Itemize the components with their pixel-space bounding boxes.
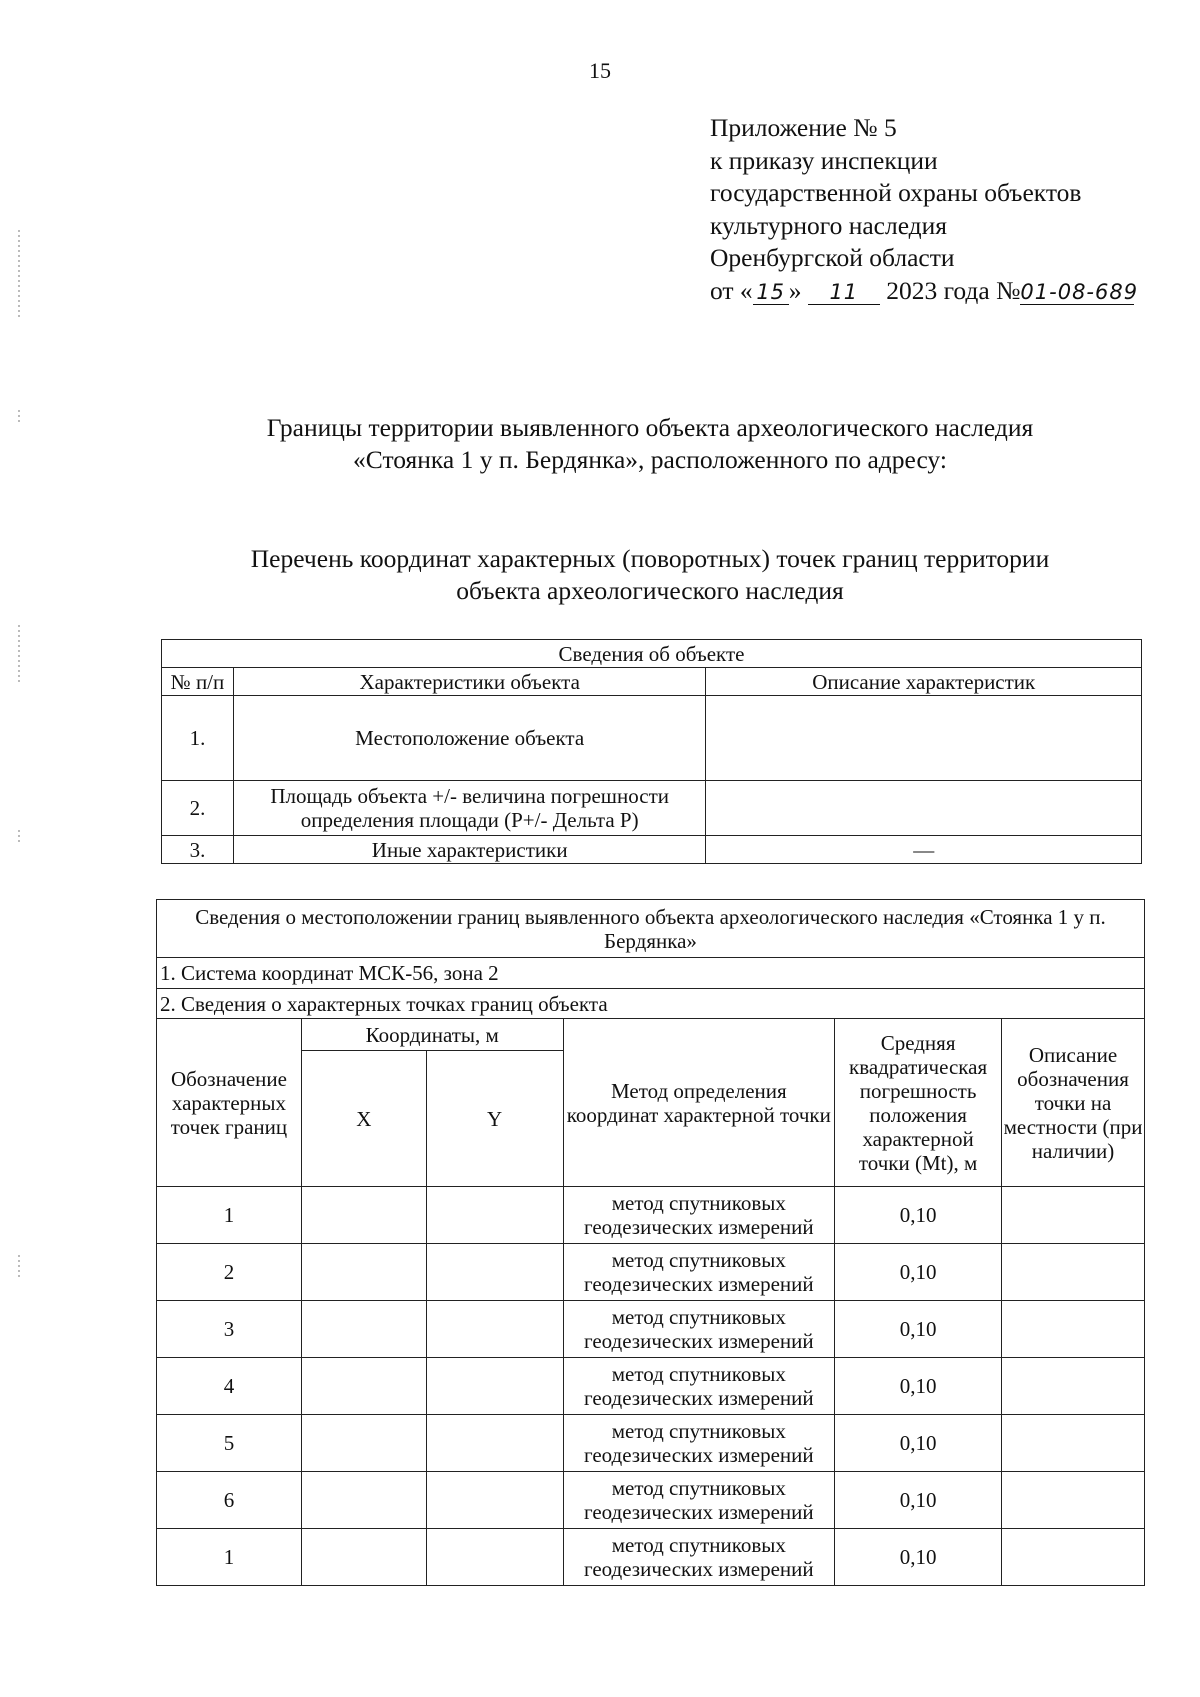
col-header-y: Y: [426, 1051, 563, 1187]
col-header-num: № п/п: [162, 668, 234, 696]
col-header-method: Метод определения координат характерной точки: [563, 1019, 835, 1187]
coordinate-system-row: 1. Система координат МСК-56, зона 2: [157, 958, 1145, 989]
point-label: 1: [157, 1529, 302, 1586]
col-header-point-description: Описание обозначения точки на местности (при наличии): [1002, 1019, 1145, 1187]
date-year: 2023 года №: [886, 275, 1021, 305]
document-subtitle: [0, 543, 1200, 607]
handwritten-day: 15: [753, 280, 789, 305]
col-header-x: X: [301, 1051, 426, 1187]
appendix-line: к приказу инспекции: [710, 145, 938, 175]
point-x: [301, 1244, 426, 1301]
table-row: [162, 781, 1142, 836]
date-mid: »: [788, 275, 802, 305]
table-row: [157, 1415, 1145, 1472]
appendix-line: Оренбургской области: [710, 243, 955, 272]
point-method: метод спутниковых геодезических измерений: [563, 1187, 835, 1244]
row-characteristic: Площадь объекта +/- величина погрешности определения площади (P+/- Дельта P): [233, 781, 706, 836]
point-y: [426, 1472, 563, 1529]
point-x: [301, 1529, 426, 1586]
point-method: метод спутниковых геодезических измерений: [563, 1358, 835, 1415]
point-y: [426, 1529, 563, 1586]
point-error: 0,10: [835, 1301, 1002, 1358]
table-row: [157, 1187, 1145, 1244]
scan-edge-mark: [18, 830, 20, 844]
point-label: 1: [157, 1187, 302, 1244]
point-label: 2: [157, 1244, 302, 1301]
row-value: [706, 781, 1142, 836]
point-error: 0,10: [835, 1415, 1002, 1472]
subtitle-line: объекта археологического наследия: [456, 576, 844, 605]
row-value: [706, 696, 1142, 781]
boundary-points-table: [156, 899, 1145, 1586]
scan-edge-mark: [18, 1255, 20, 1280]
point-label: 6: [157, 1472, 302, 1529]
point-description: [1002, 1358, 1145, 1415]
table-row: [162, 696, 1142, 781]
point-y: [426, 1301, 563, 1358]
page-number: 15: [589, 58, 611, 83]
point-description: [1002, 1529, 1145, 1586]
row-characteristic: Местоположение объекта: [233, 696, 706, 781]
table-row: [157, 1472, 1145, 1529]
point-method: метод спутниковых геодезических измерений: [563, 1244, 835, 1301]
table-row: [157, 1301, 1145, 1358]
boundary-table-caption: Сведения о местоположении границ выявленного объекта археологического наследия «Стоянка 1 у п. Бердянка»: [157, 900, 1145, 958]
point-description: [1002, 1472, 1145, 1529]
point-y: [426, 1187, 563, 1244]
row-characteristic: Иные характеристики: [233, 836, 706, 864]
col-header-coordinates: Координаты, м: [301, 1019, 563, 1051]
point-x: [301, 1415, 426, 1472]
point-error: 0,10: [835, 1472, 1002, 1529]
scan-edge-mark: [18, 230, 20, 320]
point-error: 0,10: [835, 1244, 1002, 1301]
subtitle-line: Перечень координат характерных (поворотных) точек границ территории: [250, 544, 1050, 573]
point-method: метод спутниковых геодезических измерений: [563, 1301, 835, 1358]
col-header-error: Средняя квадратическая погрешность положения характерной точки (Mt), м: [835, 1019, 1002, 1187]
point-x: [301, 1187, 426, 1244]
point-description: [1002, 1415, 1145, 1472]
point-label: 4: [157, 1358, 302, 1415]
object-info-table: [161, 639, 1142, 864]
appendix-line: Приложение № 5: [710, 113, 897, 142]
date-prefix: от «: [710, 275, 753, 305]
points-section-row: 2. Сведения о характерных точках границ объекта: [157, 989, 1145, 1019]
point-y: [426, 1358, 563, 1415]
point-x: [301, 1301, 426, 1358]
scan-edge-mark: [18, 625, 20, 685]
appendix-date-line: [710, 275, 1139, 308]
point-description: [1002, 1301, 1145, 1358]
handwritten-order-number: 01-08-689: [1020, 279, 1139, 304]
point-label: 5: [157, 1415, 302, 1472]
point-label: 3: [157, 1301, 302, 1358]
table-row: [157, 1244, 1145, 1301]
point-method: метод спутниковых геодезических измерений: [563, 1415, 835, 1472]
point-error: 0,10: [835, 1187, 1002, 1244]
point-method: метод спутниковых геодезических измерений: [563, 1529, 835, 1586]
point-error: 0,10: [835, 1358, 1002, 1415]
row-num: 2.: [162, 781, 234, 836]
table-row: [157, 1529, 1145, 1586]
point-x: [301, 1472, 426, 1529]
row-value: —: [706, 836, 1142, 864]
point-y: [426, 1244, 563, 1301]
row-num: 3.: [162, 836, 234, 864]
appendix-line: культурного наследия: [710, 210, 948, 240]
row-num: 1.: [162, 696, 234, 781]
handwritten-month: 11: [808, 280, 880, 305]
point-description: [1002, 1244, 1145, 1301]
appendix-block: [710, 112, 1139, 307]
col-header-point: Обозначение характерных точек границ: [157, 1019, 302, 1187]
object-table-caption: Сведения об объекте: [162, 640, 1142, 668]
table-row: [157, 1358, 1145, 1415]
point-method: метод спутниковых геодезических измерений: [563, 1472, 835, 1529]
point-description: [1002, 1187, 1145, 1244]
col-header-description: Описание характеристик: [706, 668, 1142, 696]
point-error: 0,10: [835, 1529, 1002, 1586]
table-row: [162, 836, 1142, 864]
col-header-characteristic: Характеристики объекта: [233, 668, 706, 696]
point-y: [426, 1415, 563, 1472]
point-x: [301, 1358, 426, 1415]
appendix-line: государственной охраны объектов: [710, 178, 1082, 207]
title-line: «Стоянка 1 у п. Бердянка», расположенного по адресу:: [353, 445, 947, 474]
document-title: [0, 412, 1200, 476]
title-line: Границы территории выявленного объекта археологического наследия: [266, 413, 1034, 442]
